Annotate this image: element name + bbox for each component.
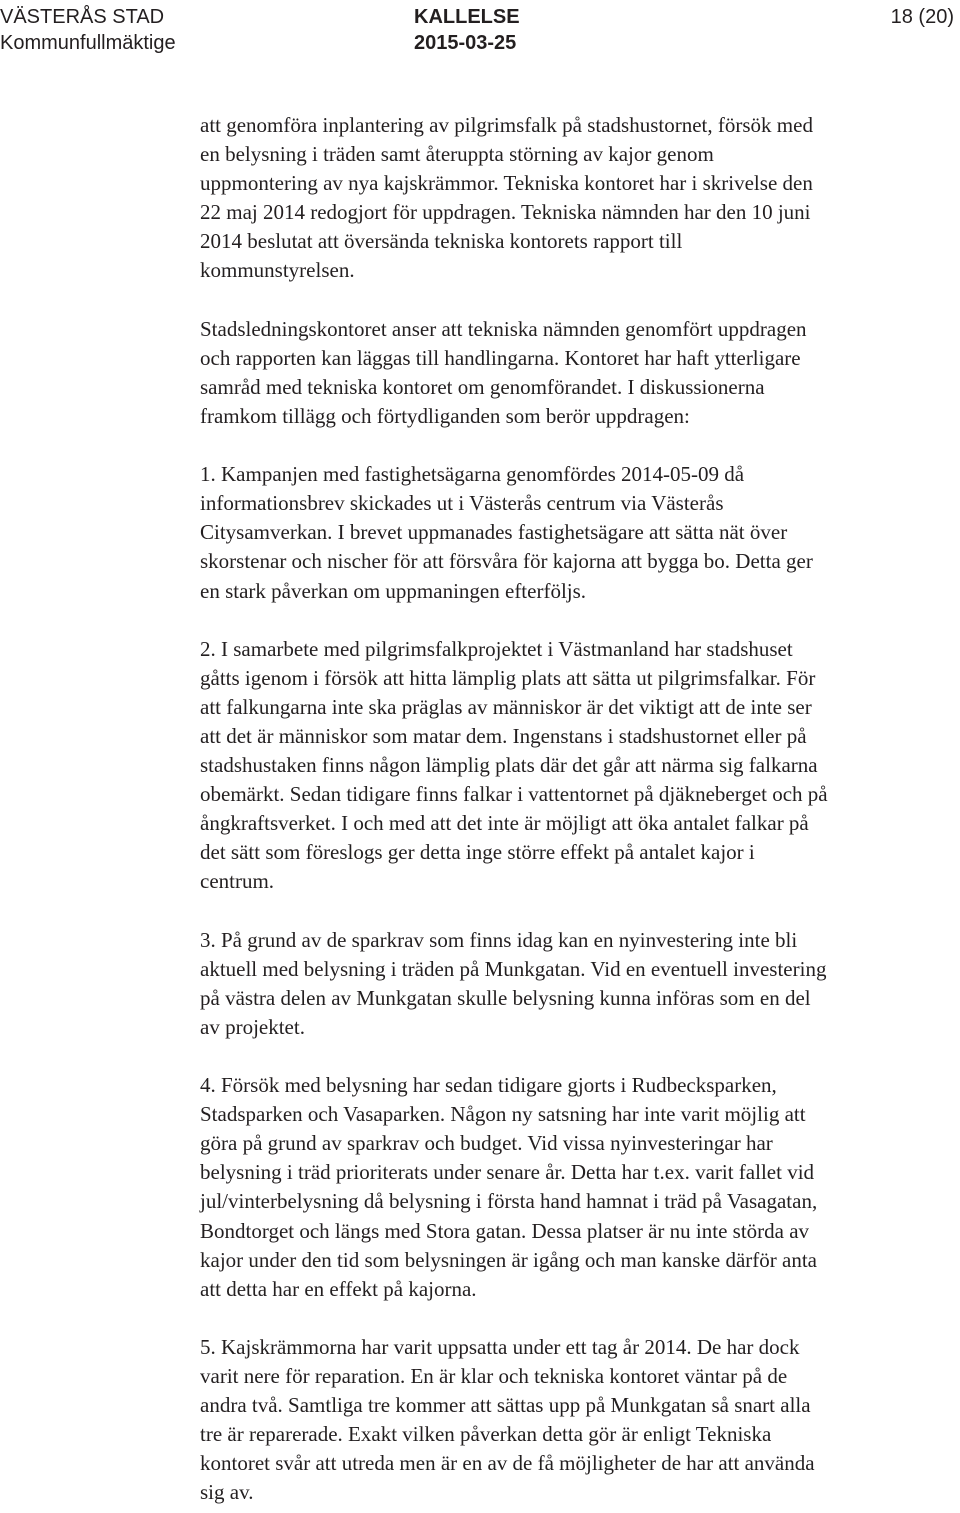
paragraph-item-4: 4. Försök med belysning har sedan tidigare gjorts i Rudbecksparken, Stadsparken och Vasaparken. Någon ny satsning har inte varit möjlig att göra på grund av sparkrav och budget. Vid vissa nyinvesteringar har belysning i träd prioriterats under senare år. Detta har t.ex. varit fallet vid jul/vinterbelysning då belysning i första hand hamnat i träd på Vasagatan, Bondtorget och längs med Stora gatan. Dessa platser är nu inte störda av kajor under den tid som belysningen är igång och man kanske därför anta att detta har en effekt på kajorna. (200, 1073, 818, 1301)
paragraph-item-5: 5. Kajskrämmorna har varit uppsatta under ett tag år 2014. De har dock varit nere för reparation. En är klar och tekniska kontoret väntar på de andra två. Samtliga tre kommer att sättas upp på Munkgatan så snart alla tre är reparerade. Exakt vilken påverkan detta gör är enligt Tekniska kontoret svår att utreda men är en av de få möjligheter de har att använda sig av. (200, 1334, 815, 1505)
header-organization (0, 4, 260, 56)
header-page-info (834, 4, 954, 30)
document-date: 2015-03-25 (414, 32, 517, 54)
paragraph-item-3: 3. På grund av de sparkrav som finns idag kan en nyinvestering inte bli aktuell med belysning i träden på Munkgatan. Vid en eventuell investering på västra delen av Munkgatan skulle belysning kunna införas som en del av projektet. (200, 927, 827, 1039)
header-document-info (414, 4, 614, 56)
paragraph-office-assessment: Stadsledningskontoret anser att tekniska nämnden genomfört uppdragen och rapporten kan läggas till handlingarna. Kontoret har haft ytterligare samråd med tekniska kontoret om genomförandet. I diskussionerna framkom tillägg och förtydliganden som berör uppdragen: (200, 316, 807, 428)
page-header (0, 0, 960, 56)
paragraph-item-2: 2. I samarbete med pilgrimsfalkprojektet i Västmanland har stadshuset gåtts igenom i försök att hitta lämplig plats att sätta ut pilgrimsfalkar. För att falkungarna inte ska präglas av människor är det viktigt att de inte ser att det är människor som matar dem. Ingenstans i stadshustornet eller på stadshustaken finns någon lämplig plats där det går att närma sig falkarna obemärkt. Sedan tidigare finns falkar i vattentornet på djäkneberget och på ångkraftsverket. I och med att det inte är möjligt att öka antalet falkar på det sätt som föreslogs ger detta inge större effekt på antalet kajor i centrum. (200, 636, 828, 894)
page-number: 18 (20) (890, 6, 954, 28)
assembly-name: Kommunfullmäktige (0, 32, 176, 54)
document-body (200, 111, 960, 1508)
organization-name: VÄSTERÅS STAD (0, 6, 165, 28)
paragraph-assignment-intro: att genomföra inplantering av pilgrimsfalk på stadshustornet, försök med en belysning i träden samt återuppta störning av kajor genom uppmontering av nya kajskrämmor. Tekniska kontoret har i skrivelse den 22 maj 2014 redogjort för uppdragen. Tekniska nämnden har den 10 juni 2014 beslutat att översända tekniska kontorets rapport till kommunstyrelsen. (200, 113, 813, 283)
paragraph-item-1: 1. Kampanjen med fastighetsägarna genomfördes 2014-05-09 då informationsbrev skickades ut i Västerås centrum via Västerås Citysamverkan. I brevet uppmanades fastighetsägare att sätta nät över skorstenar och nischer för att försvåra för kajorna att bygga bo. Detta ger en stark påverkan om uppmaningen efterföljs. (200, 462, 813, 603)
document-type: KALLELSE (414, 6, 520, 28)
